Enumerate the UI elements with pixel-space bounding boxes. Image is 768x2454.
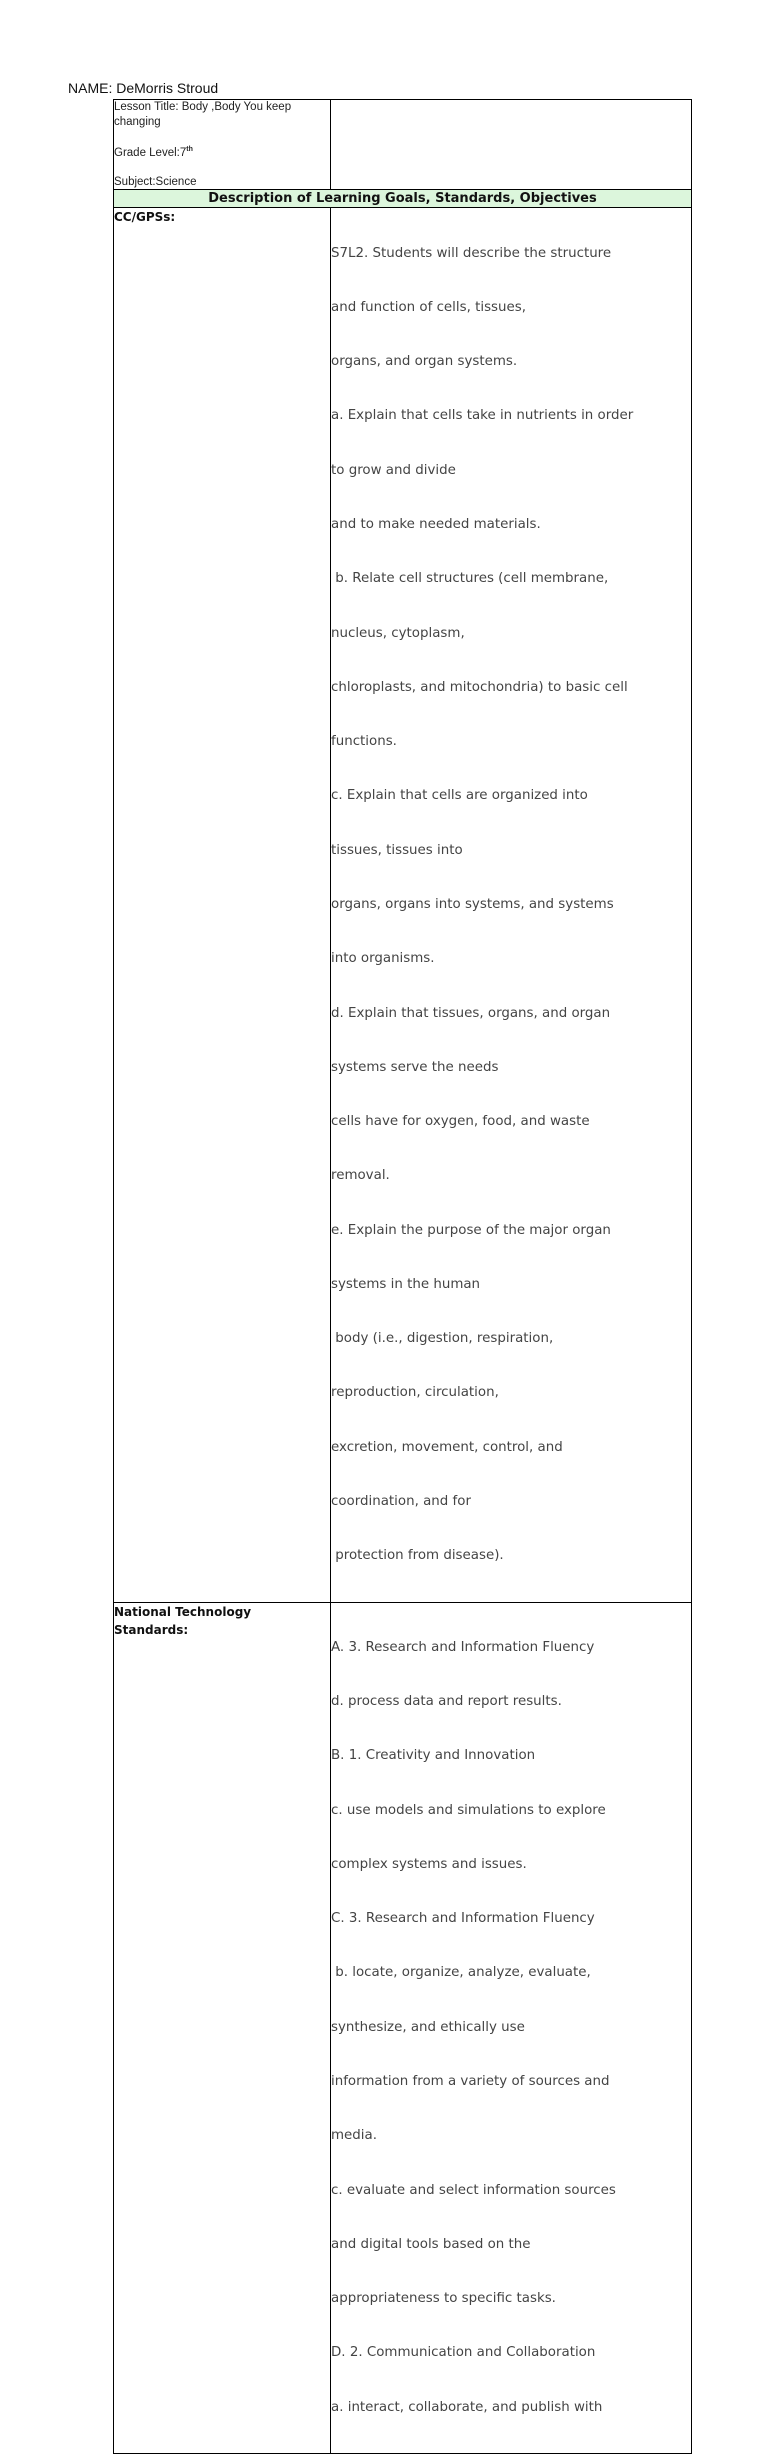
technology-standards-line: complex systems and issues. <box>331 1856 527 1872</box>
technology-standards-line: synthesize, and ethically use <box>331 2019 525 2035</box>
ccgps-line: functions. <box>331 734 397 750</box>
technology-standards-label-line2: Standards: <box>114 1622 189 1637</box>
technology-standards-line: C. 3. Research and Information Fluency <box>331 1911 595 1927</box>
technology-standards-line: c. evaluate and select information sources <box>331 2182 616 2198</box>
ccgps-line: d. Explain that tissues, organs, and organ <box>331 1005 611 1021</box>
ccgps-line: body (i.e., digestion, respiration, <box>331 1331 554 1347</box>
technology-standards-line: b. locate, organize, analyze, evaluate, <box>331 1965 591 1981</box>
ccgps-line: to grow and divide <box>331 462 456 478</box>
technology-standards-line: and digital tools based on the <box>331 2236 531 2252</box>
ccgps-row <box>114 208 692 1602</box>
ccgps-line: and to make needed materials. <box>331 516 541 532</box>
technology-standards-line: A. 3. Research and Information Fluency <box>331 1639 595 1655</box>
section-header: Description of Learning Goals, Standards, Objectives <box>114 190 692 208</box>
lesson-title-line1: Lesson Title: Body ,Body You keep <box>114 101 292 113</box>
ccgps-line: reproduction, circulation, <box>331 1385 499 1401</box>
lesson-info-cell <box>114 100 331 190</box>
lesson-info-empty-cell <box>331 100 692 190</box>
ccgps-line: cells have for oxygen, food, and waste <box>331 1114 590 1130</box>
ccgps-line: S7L2. Students will describe the structure <box>331 245 612 261</box>
technology-standards-content <box>331 1602 692 2453</box>
technology-standards-line: D. 2. Communication and Collaboration <box>331 2345 596 2361</box>
ccgps-label: CC/GPSs: <box>114 208 331 1602</box>
lesson-plan-table <box>113 99 692 2454</box>
ccgps-line: c. Explain that cells are organized into <box>331 788 588 804</box>
student-name: NAME: DeMorris Stroud <box>68 80 219 96</box>
ccgps-line: chloroplasts, and mitochondria) to basic cell <box>331 679 628 695</box>
ccgps-line: and function of cells, tissues, <box>331 299 526 315</box>
ccgps-line: removal. <box>331 1168 390 1184</box>
technology-standards-line: c. use models and simulations to explore <box>331 1802 606 1818</box>
technology-standards-line: media. <box>331 2128 377 2144</box>
lesson-title-line2: changing <box>114 115 161 128</box>
technology-standards-label <box>114 1602 331 2453</box>
technology-standards-line: B. 1. Creativity and Innovation <box>331 1748 536 1764</box>
ccgps-line: into organisms. <box>331 951 435 967</box>
technology-standards-line: a. interact, collaborate, and publish with <box>331 2399 603 2415</box>
ccgps-line: organs, organs into systems, and systems <box>331 896 614 912</box>
lesson-info-row <box>114 100 692 190</box>
ccgps-line: e. Explain the purpose of the major organ <box>331 1222 611 1238</box>
technology-standards-line: d. process data and report results. <box>331 1694 562 1710</box>
ccgps-line: systems in the human <box>331 1276 481 1292</box>
ccgps-line: organs, and organ systems. <box>331 354 518 370</box>
grade-level-suffix: th <box>186 146 193 154</box>
ccgps-line: b. Relate cell structures (cell membrane, <box>331 571 609 587</box>
lesson-title <box>114 100 330 129</box>
ccgps-line: tissues, tissues into <box>331 842 463 858</box>
subject: Subject:Science <box>114 175 197 188</box>
ccgps-line: a. Explain that cells take in nutrients in order <box>331 408 634 424</box>
technology-standards-row <box>114 1602 692 2453</box>
grade-level <box>114 143 330 161</box>
ccgps-line: nucleus, cytoplasm, <box>331 625 465 641</box>
ccgps-line: coordination, and for <box>331 1494 471 1510</box>
grade-level-text: Grade Level:7 <box>114 147 187 160</box>
ccgps-content <box>331 208 692 1602</box>
technology-standards-line: appropriateness to specific tasks. <box>331 2291 556 2307</box>
technology-standards-line: information from a variety of sources and <box>331 2074 610 2090</box>
ccgps-line: systems serve the needs <box>331 1059 499 1075</box>
technology-standards-label-line1: National Technology <box>114 1604 252 1619</box>
ccgps-line: excretion, movement, control, and <box>331 1439 563 1455</box>
ccgps-line: protection from disease). <box>331 1548 504 1564</box>
section-header-row <box>114 190 692 208</box>
